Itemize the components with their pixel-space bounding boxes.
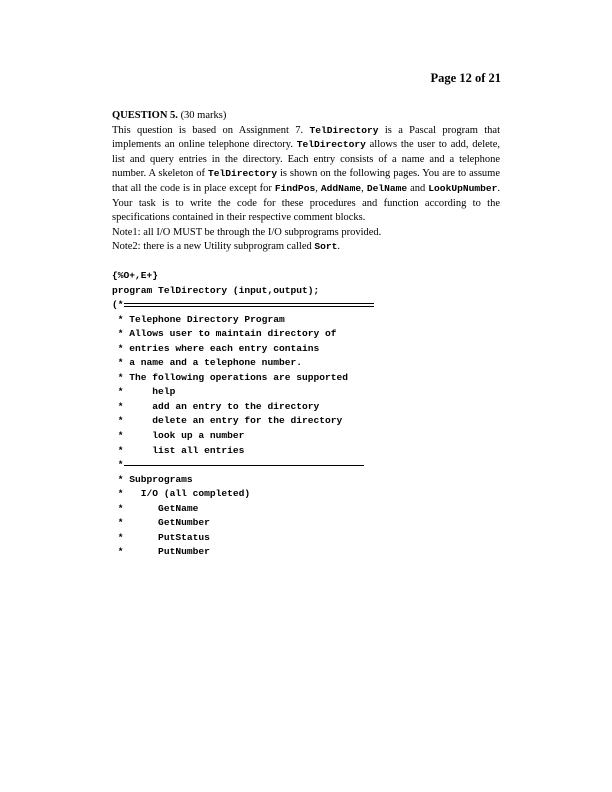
- note-2-code: Sort: [314, 241, 338, 253]
- code-line: * GetNumber: [112, 517, 210, 529]
- inline-code: TelDirectory: [296, 139, 366, 151]
- code-line: * Telephone Directory Program: [112, 313, 285, 325]
- code-line: * The following operations are supported: [112, 371, 349, 383]
- comment-rule-line: [124, 303, 374, 307]
- inline-code: FindPos: [274, 182, 316, 194]
- paragraph-text: ,: [315, 182, 321, 194]
- comment-rule-prefix: (*: [112, 299, 124, 311]
- note-1: Note1: all I/O MUST be through the I/O subprograms provided.: [112, 226, 382, 238]
- code-line: program TelDirectory (input,output);: [112, 284, 320, 296]
- inline-code: LookUpNumber: [428, 182, 498, 194]
- paragraph-text: is shown on the following pages. You are to assume that all the code is in place except for: [112, 168, 500, 194]
- question-paragraph: [112, 109, 500, 226]
- paragraph-text: . Your task is to write the code for these procedures and function according to the specifications contained in their respective comment blocks.: [112, 182, 501, 224]
- code-line: {%O+,E+}: [112, 270, 159, 281]
- comment-rule-line: [124, 465, 364, 466]
- code-listing: [112, 269, 348, 560]
- comment-rule: [112, 458, 348, 473]
- inline-code: DelName: [366, 182, 408, 194]
- inline-code: AddName: [320, 182, 362, 194]
- code-line: * delete an entry for the directory: [112, 415, 343, 427]
- question-marks: (30 marks): [180, 110, 227, 121]
- paragraph-text: ,: [361, 182, 367, 194]
- comment-rule-prefix: *: [112, 459, 124, 471]
- page-number: Page 12 of 21: [430, 71, 501, 85]
- code-line: * PutNumber: [112, 546, 210, 558]
- code-line: * PutStatus: [112, 531, 210, 543]
- note-2: [112, 240, 500, 255]
- note-2-prefix: Note2: there is a new Utility subprogram called: [112, 241, 315, 253]
- inline-code: TelDirectory: [309, 124, 379, 136]
- question-body: [112, 125, 500, 224]
- code-line: * GetName: [112, 502, 199, 514]
- code-line: * help: [112, 386, 176, 398]
- question-block: [112, 109, 500, 255]
- comment-rule: [112, 298, 348, 313]
- paragraph-text: is a Pascal program that implements an online telephone directory.: [112, 124, 500, 151]
- code-line: * add an entry to the directory: [112, 400, 320, 412]
- code-line: * Allows user to maintain directory of: [112, 328, 337, 340]
- inline-code: TelDirectory: [207, 168, 278, 180]
- code-line: * entries where each entry contains: [112, 342, 320, 354]
- question-heading: QUESTION 5.: [112, 110, 178, 121]
- paragraph-text: and: [407, 182, 429, 194]
- code-line: * list all entries: [112, 444, 245, 456]
- code-line: * Subprograms: [112, 473, 193, 485]
- code-line: * I/O (all completed): [112, 488, 251, 500]
- code-line: * look up a number: [112, 430, 245, 442]
- note-2-suffix: .: [337, 241, 341, 253]
- paragraph-text: allows the user to add, delete, list and query entries in the directory. Each entry consists of a name and a telephone number. A skeleton of: [112, 139, 500, 180]
- code-line: * a name and a telephone number.: [112, 357, 302, 369]
- paragraph-text: This question is based on Assignment 7.: [112, 124, 310, 136]
